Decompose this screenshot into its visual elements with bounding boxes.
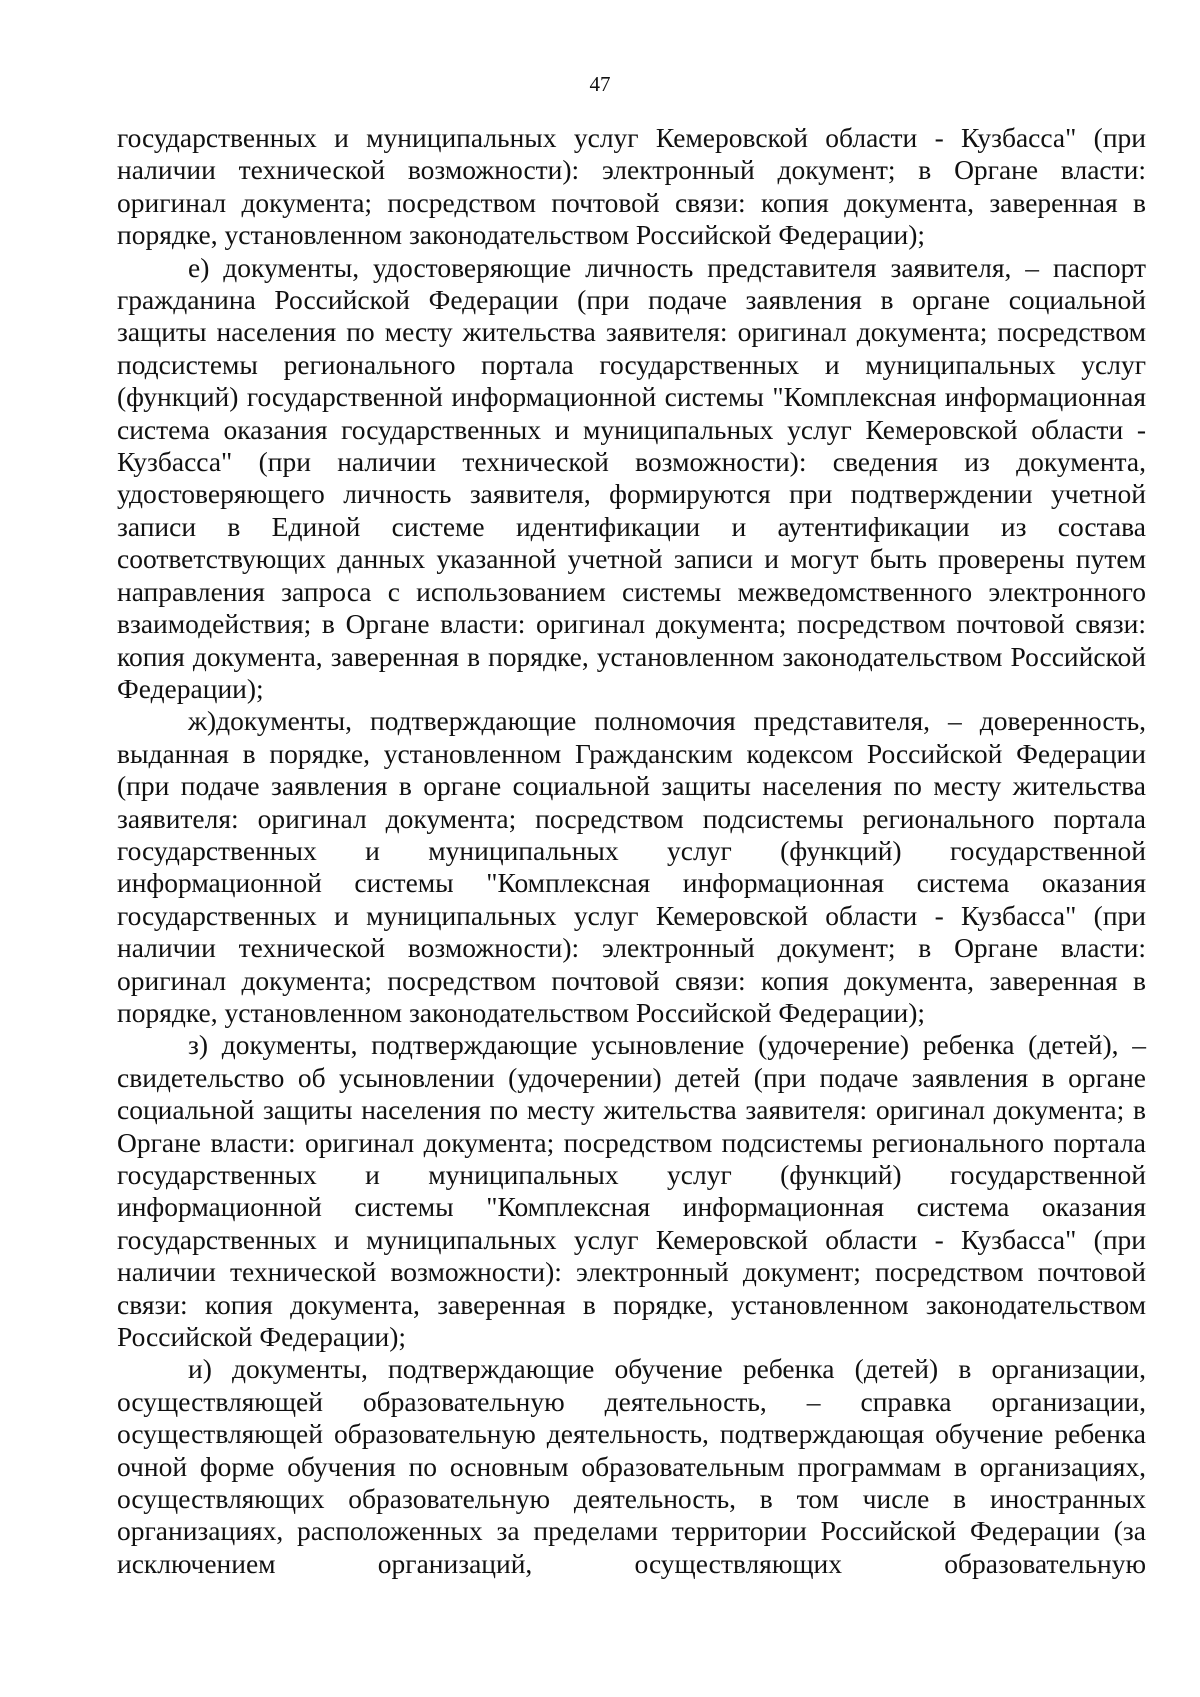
paragraph-item-zh: ж)документы, подтверждающие полномочия представителя, – доверенность, выданная в порядке, установленном Гражданским кодексом Российской Федерации (при подаче заявления в органе социальной защиты населения по месту жительства заявителя: оригинал документа; посредством подсистемы регионального портала государственных и муниципальных услуг (функций) государственной информационной системы "Комплексная информационная система оказания государственных и муниципальных услуг Кемеровской области - Кузбасса" (при наличии технической возможности): электронный документ; в Органе власти: оригинал документа; посредством почтовой связи: копия документа, заверенная в порядке, установленном законодательством Российской Федерации); — [117, 705, 1146, 1028]
paragraph-item-z: з) документы, подтверждающие усыновление (удочерение) ребенка (детей), – свидетельство об усыновлении (удочерении) детей (при подаче заявления в органе социальной защиты населения по месту жительства заявителя: оригинал документа; в Органе власти: оригинал документа; посредством подсистемы регионального портала государственных и муниципальных услуг (функций) государственной информационной системы "Комплексная информационная система оказания государственных и муниципальных услуг Кемеровской области - Кузбасса" (при наличии технической возможности): электронный документ; посредством почтовой связи: копия документа, заверенная в порядке, установленном законодательством Российской Федерации); — [117, 1029, 1146, 1353]
document-body — [117, 122, 1146, 1580]
page-number: 47 — [589, 72, 611, 96]
paragraph-continuation: государственных и муниципальных услуг Кемеровской области - Кузбасса" (при наличии технической возможности): электронный документ; в Органе власти: оригинал документа; посредством почтовой связи: копия документа, заверенная в порядке, установленном законодательством Российской Федерации); — [117, 122, 1146, 251]
paragraph-item-i: и) документы, подтверждающие обучение ребенка (детей) в организации, осуществляющей образовательную деятельность, – справка организации, осуществляющей образовательную деятельность, подтверждающая обучение ребенка очной форме обучения по основным образовательным программам в организациях, осуществляющих образовательную деятельность, в том числе в иностранных организациях, расположенных за пределами территории Российской Федерации (за исключением организаций, осуществляющих образовательную — [117, 1353, 1146, 1579]
paragraph-item-e: е) документы, удостоверяющие личность представителя заявителя, – паспорт гражданина Российской Федерации (при подаче заявления в органе социальной защиты населения по месту жительства заявителя: оригинал документа; посредством подсистемы регионального портала государственных и муниципальных услуг (функций) государственной информационной системы "Комплексная информационная система оказания государственных и муниципальных услуг Кемеровской области - Кузбасса" (при наличии технической возможности): сведения из документа, удостоверяющего личность заявителя, формируются при подтверждении учетной записи в Единой системе идентификации и аутентификации из состава соответствующих данных указанной учетной записи и могут быть проверены путем направления запроса с использованием системы межведомственного электронного взаимодействия; в Органе власти: оригинал документа; посредством почтовой связи: копия документа, заверенная в порядке, установленном законодательством Российской Федерации); — [117, 251, 1146, 704]
